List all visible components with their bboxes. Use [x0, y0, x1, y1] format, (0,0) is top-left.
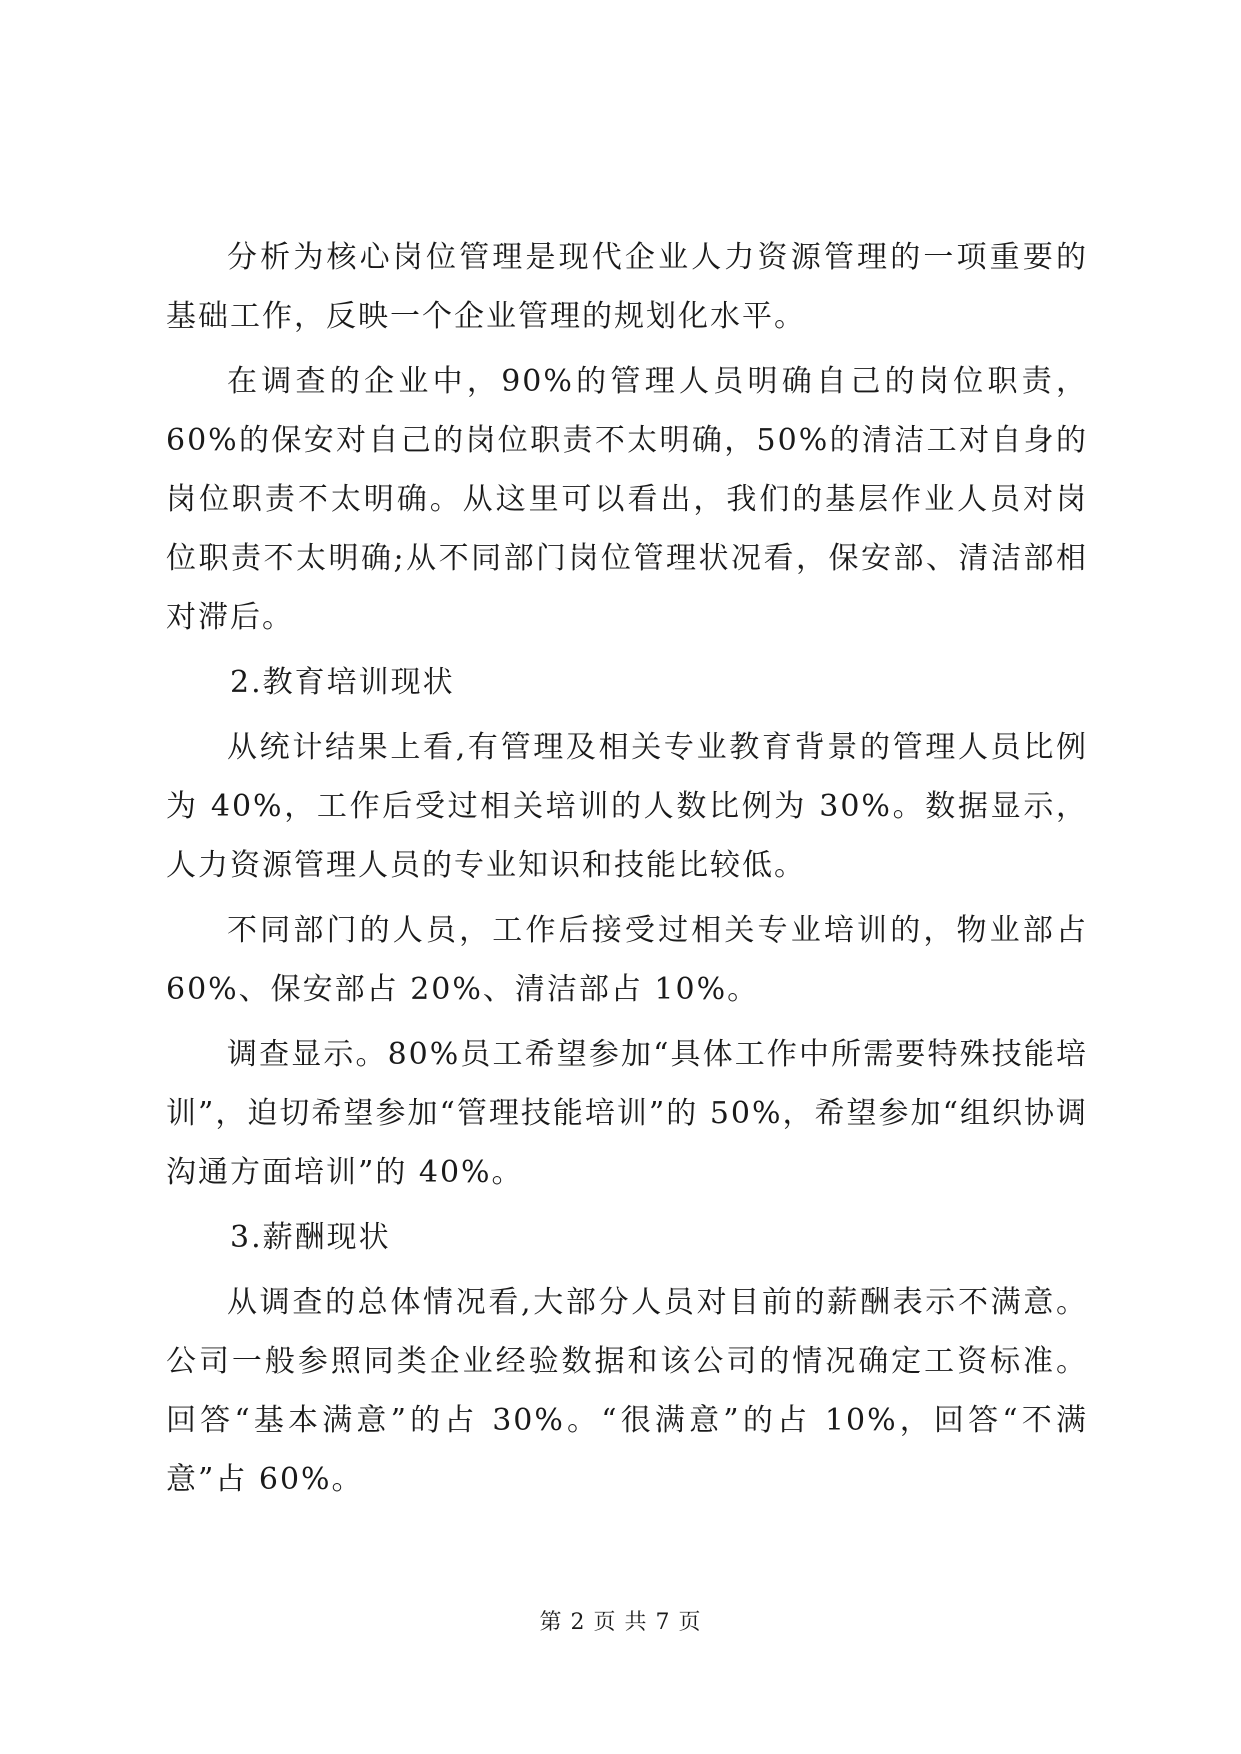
paragraph-training-statistics: 从统计结果上看,有管理及相关专业教育背景的管理人员比例为 40%，工作后受过相关培训的人数比例为 30%。数据显示，人力资源管理人员的专业知识和技能比较低。 [166, 730, 1088, 883]
paragraph-department-training: 不同部门的人员，工作后接受过相关专业培训的，物业部占60%、保安部占 20%、清洁部占 10%。 [166, 913, 1088, 1007]
document-body [166, 228, 1088, 1515]
paragraph-salary-satisfaction: 从调查的总体情况看,大部分人员对目前的薪酬表示不满意。公司一般参照同类企业经验数据和该公司的情况确定工资标准。回答“基本满意”的占 30%。“很满意”的占 10%，回答“不满意”占 60%。 [166, 1285, 1088, 1497]
paragraph-job-management-basis: 分析为核心岗位管理是现代企业人力资源管理的一项重要的基础工作，反映一个企业管理的规划化水平。 [166, 240, 1088, 334]
paragraph-training-wishes: 调查显示。80%员工希望参加“具体工作中所需要特殊技能培训”，迫切希望参加“管理技能培训”的 50%，希望参加“组织协调沟通方面培训”的 40%。 [166, 1037, 1088, 1190]
section-heading-training: 2.教育培训现状 [230, 665, 455, 700]
paragraph-job-duty-survey: 在调查的企业中，90%的管理人员明确自己的岗位职责，60%的保安对自己的岗位职责不太明确，50%的清洁工对自身的岗位职责不太明确。从这里可以看出，我们的基层作业人员对岗位职责不太明确;从不同部门岗位管理状况看，保安部、清洁部相对滞后。 [166, 364, 1088, 635]
section-heading-salary: 3.薪酬现状 [230, 1220, 391, 1255]
page-number-footer: 第 2 页 共 7 页 [539, 1610, 702, 1635]
